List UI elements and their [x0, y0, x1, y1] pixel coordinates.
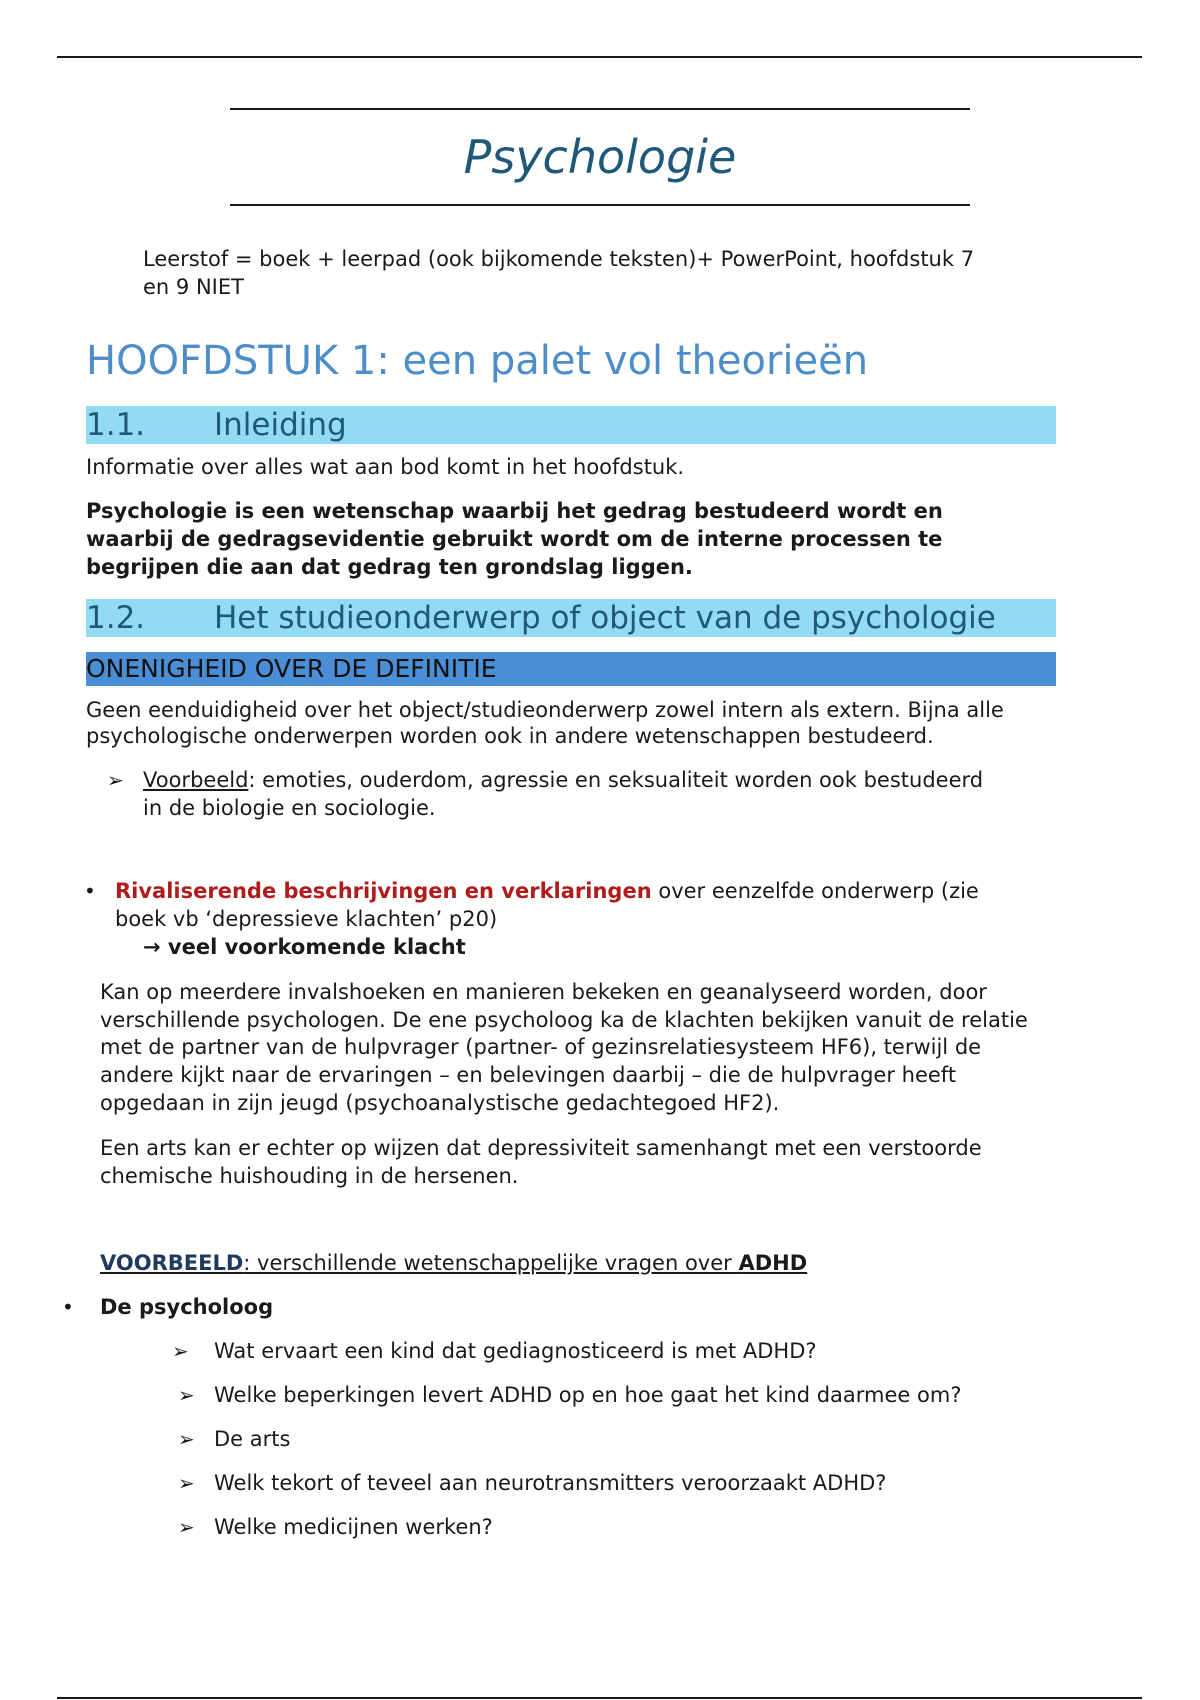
para2-line-1: Kan op meerdere invalshoeken en manieren bekeken en geanalyseerd worden, door — [100, 980, 987, 1004]
definition-line-1: Psychologie is een wetenschap waarbij het gedrag bestudeerd wordt en — [86, 499, 943, 523]
section-number: 1.2. — [86, 600, 146, 636]
arrowhead-bullet-icon: ➢ — [178, 1515, 195, 1539]
example-text: : emoties, ouderdom, agressie en seksualiteit worden ook bestudeerd — [248, 768, 984, 792]
frequent-complaint: → veel voorkomende klacht — [143, 935, 466, 959]
bullet-dot-icon: • — [84, 879, 96, 903]
para2-line-2: verschillende psychologen. De ene psycholoog ka de klachten bekijken vanuit de relatie — [100, 1008, 1028, 1032]
subheading-onenigheid: ONENIGHEID OVER DE DEFINITIE — [86, 652, 1056, 686]
para2-line-5: opgedaan in zijn jeugd (psychoanalystische gedachtegoed HF2). — [100, 1091, 780, 1115]
arrowhead-bullet-icon: ➢ — [107, 768, 124, 792]
question-item: De arts — [214, 1427, 291, 1451]
chapter-heading: HOOFDSTUK 1: een palet vol theorieën — [86, 338, 869, 384]
voorbeeld-label: VOORBEELD — [100, 1251, 244, 1275]
bullet-dot-icon: • — [62, 1295, 74, 1319]
question-item: Wat ervaart een kind dat gediagnosticeerd is met ADHD? — [214, 1339, 817, 1363]
intro-line-1: Leerstof = boek + leerpad (ook bijkomende teksten)+ PowerPoint, hoofdstuk 7 — [143, 247, 975, 271]
question-item: Welk tekort of teveel aan neurotransmitters veroorzaakt ADHD? — [214, 1471, 887, 1495]
arrowhead-bullet-icon: ➢ — [178, 1383, 195, 1407]
question-item: Welke medicijnen werken? — [214, 1515, 493, 1539]
section-heading-1-1 — [86, 406, 1056, 444]
page-bottom-rule — [57, 1697, 1142, 1699]
section-1-1-text: Informatie over alles wat aan bod komt in het hoofdstuk. — [86, 455, 685, 479]
voorbeeld-text: : verschillende wetenschappelijke vragen over — [243, 1251, 739, 1275]
example-line-1 — [143, 766, 983, 794]
onenigheid-line-1: Geen eenduidigheid over het object/studieonderwerp zowel intern als extern. Bijna alle — [86, 698, 1004, 722]
psycholoog-label: De psycholoog — [100, 1295, 274, 1319]
para3-line-1: Een arts kan er echter op wijzen dat depressiviteit samenhangt met een verstoorde — [100, 1136, 982, 1160]
onenigheid-line-2: psychologische onderwerpen worden ook in andere wetenschappen bestudeerd. — [86, 724, 934, 748]
para2-line-4: andere kijkt naar de ervaringen – en belevingen daarbij – die de hulpvrager heeft — [100, 1063, 957, 1087]
section-heading-1-2 — [86, 599, 1056, 637]
example-label: Voorbeeld — [143, 768, 249, 792]
para3-line-2: chemische huishouding in de hersenen. — [100, 1164, 519, 1188]
arrowhead-bullet-icon: ➢ — [178, 1471, 195, 1495]
adhd-example-heading — [100, 1249, 807, 1277]
section-number: 1.1. — [86, 407, 146, 443]
question-item: Welke beperkingen levert ADHD op en hoe gaat het kind daarmee om? — [214, 1383, 962, 1407]
para2-line-3: met de partner van de hulpvrager (partner- of gezinsrelatiesysteem HF6), terwijl de — [100, 1035, 982, 1059]
rival-highlight: Rivaliserende beschrijvingen en verklaringen — [115, 879, 652, 903]
intro-line-2: en 9 NIET — [143, 275, 244, 299]
definition-line-2: waarbij de gedragsevidentie gebruikt wordt om de interne processen te — [86, 527, 943, 551]
section-title: Inleiding — [214, 407, 347, 443]
arrowhead-bullet-icon: ➢ — [172, 1339, 189, 1363]
arrowhead-bullet-icon: ➢ — [178, 1427, 195, 1451]
example-line-2: in de biologie en sociologie. — [143, 796, 436, 820]
adhd-term: ADHD — [738, 1251, 808, 1275]
section-title: Het studieonderwerp of object van de psychologie — [214, 600, 996, 636]
title-top-rule — [230, 108, 970, 110]
rival-line-1 — [115, 877, 979, 905]
definition-line-3: begrijpen die aan dat gedrag ten grondslag liggen. — [86, 555, 693, 579]
rival-line-2: boek vb ‘depressieve klachten’ p20) — [115, 907, 498, 931]
page-top-rule — [57, 56, 1142, 58]
page-title: Psychologie — [463, 130, 737, 184]
title-bottom-rule — [230, 204, 970, 206]
rival-rest: over eenzelfde onderwerp (zie — [651, 879, 979, 903]
